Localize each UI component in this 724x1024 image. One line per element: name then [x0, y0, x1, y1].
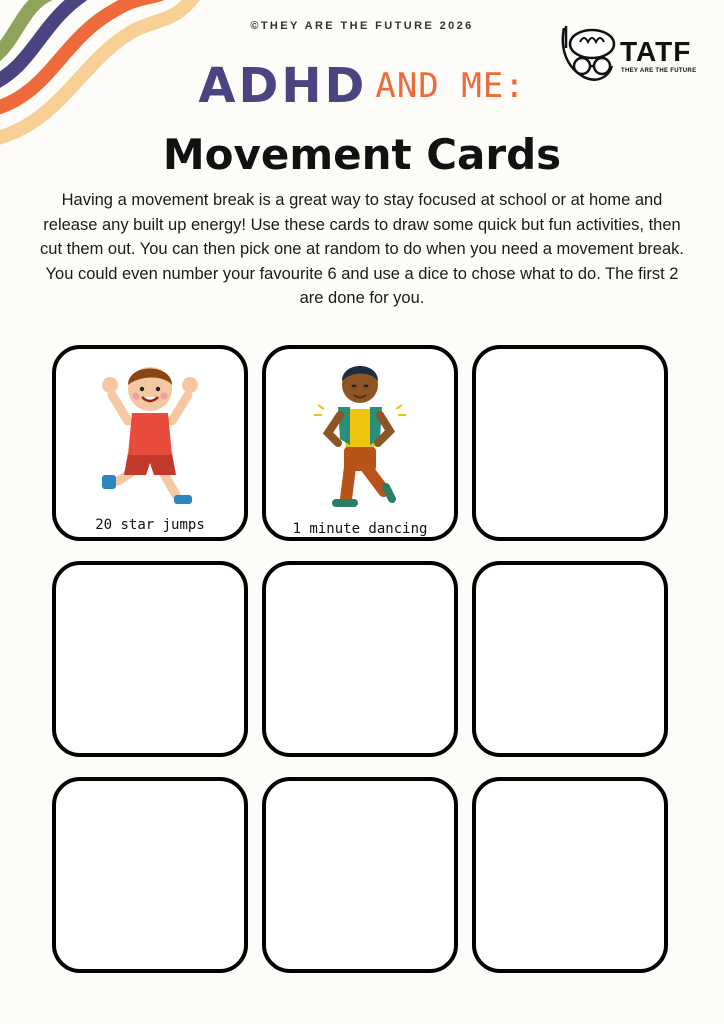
- movement-card-9: [472, 777, 668, 973]
- movement-card-5: [262, 561, 458, 757]
- movement-card-3: [472, 345, 668, 541]
- movement-card-7: [52, 777, 248, 973]
- logo-subtitle: THEY ARE THE FUTURE: [621, 68, 697, 74]
- dancing-boy-icon: [266, 349, 454, 537]
- movement-card-4: [52, 561, 248, 757]
- movement-card-1: [52, 345, 248, 541]
- headline-and-me: AND ME:: [375, 66, 526, 106]
- movement-card-8: [262, 777, 458, 973]
- card-caption: 20 star jumps: [95, 517, 205, 533]
- movement-card-6: [472, 561, 668, 757]
- intro-paragraph: Having a movement break is a great way to stay focused at school or at home and release any built up energy! Use these cards to draw some quick but fun activities, then cut them out. You can then pick one at random to do when you need a movement break. You could even number your favourite 6 and use a dice to chose what to do. The first 2 are done for you.: [40, 191, 684, 308]
- star-jump-boy-icon: [56, 349, 244, 537]
- page-title: Movement Cards: [162, 130, 562, 179]
- headline-adhd: ADHD: [198, 58, 368, 114]
- copyright-text: ©THEY ARE THE FUTURE 2026: [250, 20, 474, 32]
- headline: [0, 58, 724, 114]
- logo-title: TATF: [620, 36, 692, 67]
- movement-card-2: [262, 345, 458, 541]
- card-caption: 1 minute dancing: [292, 521, 428, 537]
